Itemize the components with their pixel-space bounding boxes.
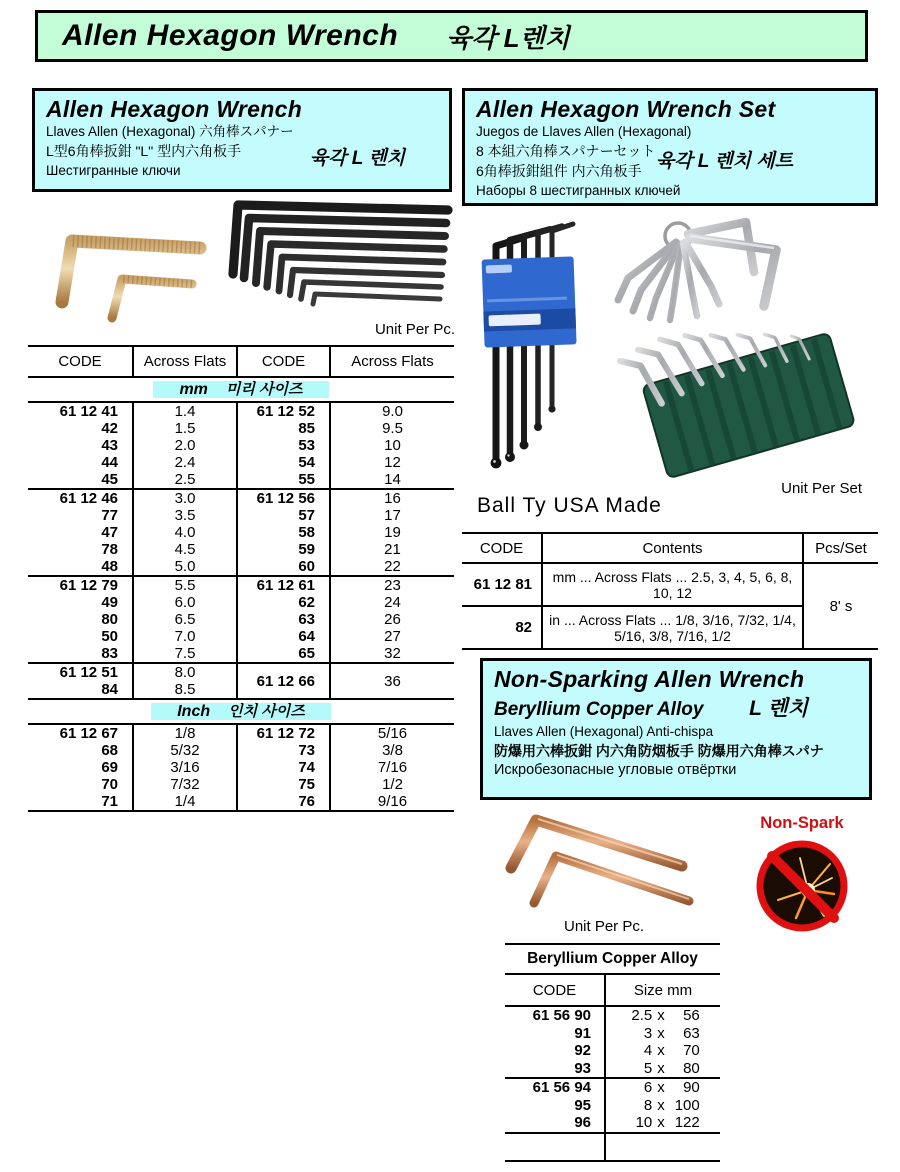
table-row — [28, 541, 454, 558]
table-spacer — [505, 1133, 720, 1161]
band-label-mm-ko: 미리 사이즈 — [225, 381, 303, 398]
no-spark-icon — [740, 836, 864, 936]
table-cell: 58 — [237, 524, 330, 541]
table-cell: 57 — [237, 507, 330, 524]
table-row — [28, 759, 454, 776]
table-row — [505, 1078, 720, 1097]
table-cell: 61 12 66 — [237, 663, 330, 699]
pouch-set — [618, 294, 855, 478]
table-cell: 10 x 122 — [605, 1114, 720, 1133]
table-cell: 50 — [101, 628, 118, 645]
table-cell: 19 — [330, 524, 454, 541]
table-cell: 85 — [237, 420, 330, 437]
pcs-per-set-cell: 8' s — [803, 563, 878, 649]
table-group — [505, 1078, 720, 1133]
table-cell: 74 — [237, 759, 330, 776]
table-cell: 61 12 52 — [237, 402, 330, 420]
table-cell: 61 12 51 — [59, 664, 118, 681]
table-cell: 3 x 63 — [605, 1025, 720, 1043]
table-cell: 96 — [574, 1114, 591, 1131]
section-subtitle-ru: Наборы 8 шестигранных ключей — [476, 183, 681, 198]
table-cell: 54 — [237, 454, 330, 471]
beryllium-alloy-table — [505, 943, 720, 1162]
table-header — [505, 944, 720, 1006]
table-cell: 21 — [330, 541, 454, 558]
table-cell: 61 56 90 — [532, 1007, 591, 1024]
ball-type-note: Ball Ty USA Made — [477, 494, 662, 517]
table-cell: 5.5 — [133, 576, 237, 594]
table-cell: 80 — [101, 611, 118, 628]
table-row — [28, 645, 454, 663]
section-title: Allen Hexagon Wrench Set — [476, 96, 776, 122]
table-cell: 7/16 — [330, 759, 454, 776]
code-cell: 82 — [462, 606, 542, 649]
table-cell: 75 — [237, 776, 330, 793]
table-cell: 70 — [101, 776, 118, 793]
code-cell: 61 12 81 — [473, 576, 532, 593]
section-header-non-sparking — [480, 658, 872, 800]
section-subtitle-ja: 8 本組六角棒スパナーセット — [476, 143, 656, 159]
table-cell: 4.5 — [133, 541, 237, 558]
table-cell: 9/16 — [330, 793, 454, 811]
section-subtitle-cn: L型6角棒扳鉗 "L" 型内六角板手 — [46, 143, 242, 159]
table-row — [505, 1042, 720, 1060]
table-row — [28, 524, 454, 541]
table-cell: 1/4 — [133, 793, 237, 811]
table-cell: 65 — [237, 645, 330, 663]
table-cell: 60 — [237, 558, 330, 576]
black-wrench-set-photo — [226, 196, 454, 338]
table-group — [28, 489, 454, 576]
table-cell: 2.4 — [133, 454, 237, 471]
table-cell: 61 12 61 — [237, 576, 330, 594]
section-subtitle-alloy: Beryllium Copper Alloy — [494, 699, 704, 720]
table-row — [28, 471, 454, 489]
contents-cell: in ... Across Flats ... 1/8, 3/16, 7/32, 1/4, 5/16, 3/8, 7/16, 1/2 — [542, 606, 803, 649]
table-group — [505, 1006, 720, 1078]
table-cell: 95 — [574, 1096, 591, 1114]
table-cell: 3/8 — [330, 742, 454, 759]
band-label-mm: mm — [179, 381, 208, 398]
page-title-korean: 육각 L렌치 — [446, 22, 570, 53]
section-header-allen-wrench-set — [462, 88, 878, 206]
table-cell: 1.5 — [133, 420, 237, 437]
table-cell: 83 — [101, 645, 118, 662]
table-cell: 55 — [237, 471, 330, 489]
table-row — [28, 742, 454, 759]
table-cell: 26 — [330, 611, 454, 628]
unit-per-set-label: Unit Per Set — [781, 480, 862, 497]
copper-wrenches-photo — [494, 810, 712, 918]
table-cell: 48 — [101, 558, 118, 575]
table-row — [28, 437, 454, 454]
table-cell: 2.5 — [133, 471, 237, 489]
table-cell: 3.0 — [133, 489, 237, 507]
table-cell: 62 — [237, 594, 330, 611]
table-cell: 43 — [101, 437, 118, 454]
table-row — [28, 489, 454, 507]
section-subtitle-es: Juegos de Llaves Allen (Hexagonal) — [476, 124, 692, 139]
table-cell: 16 — [330, 489, 454, 507]
col-header-size-mm: Size mm — [605, 974, 720, 1006]
section-subtitle-ru: Искробезопасные угловые отвёртки — [494, 762, 737, 778]
table-cell: 5/16 — [330, 724, 454, 742]
table-cell: 4.0 — [133, 524, 237, 541]
section-title: Non-Sparking Allen Wrench — [494, 666, 805, 692]
unit-per-pc-label-left: Unit Per Pc. — [374, 321, 455, 338]
table-cell: 23 — [330, 576, 454, 594]
table-header — [462, 533, 878, 563]
table-cell: 32 — [330, 645, 454, 663]
table-cell: 14 — [330, 471, 454, 489]
table-cell: 59 — [237, 541, 330, 558]
page-title-banner — [35, 10, 868, 62]
table-row — [28, 793, 454, 811]
table-cell: 92 — [574, 1042, 591, 1059]
col-header-code: CODE — [462, 533, 542, 563]
table-cell: 9.5 — [330, 420, 454, 437]
table-group — [28, 724, 454, 811]
table-cell: 53 — [237, 437, 330, 454]
col-header-pcs-set: Pcs/Set — [803, 533, 878, 563]
table-cell: 77 — [101, 507, 118, 524]
table-cell: 63 — [237, 611, 330, 628]
table-row — [462, 563, 878, 606]
table-cell: 8.0 — [133, 663, 237, 681]
table-cell: 3.5 — [133, 507, 237, 524]
table-row — [28, 558, 454, 576]
inch-size-band — [28, 699, 454, 724]
col-header-contents: Contents — [542, 533, 803, 563]
col-header-code: CODE — [237, 346, 330, 377]
section-subtitle-ko: 육각 L 렌치 세트 — [655, 151, 793, 172]
table-cell: 78 — [101, 541, 118, 558]
section-header-allen-wrench — [32, 88, 452, 192]
unit-per-pc-label-nonspark: Unit Per Pc. — [563, 918, 645, 935]
table-cell: 27 — [330, 628, 454, 645]
band-label-inch: Inch — [177, 703, 211, 720]
table-row — [505, 1025, 720, 1043]
table-cell: 61 12 79 — [59, 577, 118, 594]
table-row — [505, 1060, 720, 1079]
band-label-inch-ko: 인치 사이즈 — [228, 703, 305, 720]
table-cell: 1/2 — [330, 776, 454, 793]
table-group — [28, 402, 454, 489]
table-cell: 5 x 80 — [605, 1060, 720, 1079]
table-row — [505, 1097, 720, 1115]
section-subtitle-cn: 6角棒扳鉗組件 内六角板手 — [476, 163, 642, 179]
table-row — [28, 628, 454, 645]
table-cell: 4 x 70 — [605, 1042, 720, 1060]
table-row — [28, 420, 454, 437]
table-cell: 9.0 — [330, 402, 454, 420]
table-cell: 61 12 67 — [59, 725, 118, 742]
section-subtitle-ru: Шестигранные ключи — [46, 163, 181, 178]
mm-size-band — [28, 377, 454, 402]
table-cell: 1.4 — [133, 402, 237, 420]
table-cell: 76 — [237, 793, 330, 811]
brass-wrenches-photo — [42, 226, 207, 324]
wrench-set-table — [462, 532, 878, 650]
table-title: Beryllium Copper Alloy — [505, 944, 720, 974]
table-cell: 45 — [101, 471, 118, 488]
table-cell: 61 56 94 — [532, 1079, 591, 1096]
table-cell: 8 x 100 — [605, 1097, 720, 1115]
table-cell: 42 — [101, 420, 118, 437]
table-cell: 8.5 — [133, 681, 237, 699]
table-group — [28, 576, 454, 663]
section-subtitle-cn: 防爆用六棒扳鉗 内六角防烟板手 防爆用六角棒スパナ — [494, 743, 824, 759]
table-row — [28, 402, 454, 420]
section-subtitle-ko: L 렌치 — [749, 697, 808, 720]
table-cell: 6.5 — [133, 611, 237, 628]
table-cell: 6 x 90 — [605, 1078, 720, 1097]
table-cell: 73 — [237, 742, 330, 759]
section-subtitle-es: Llaves Allen (Hexagonal) Anti-chispa — [494, 724, 714, 739]
table-cell: 61 12 72 — [237, 724, 330, 742]
table-header — [28, 346, 454, 377]
table-row — [28, 663, 454, 681]
table-cell: 64 — [237, 628, 330, 645]
table-cell: 61 12 41 — [59, 403, 118, 420]
table-cell: 2.0 — [133, 437, 237, 454]
table-row — [28, 576, 454, 594]
section-subtitle-ko: 육각 L 렌치 — [309, 148, 405, 169]
table-cell: 24 — [330, 594, 454, 611]
table-row — [28, 454, 454, 471]
section-subtitle-es-ja: Llaves Allen (Hexagonal) 六角棒スパナー — [46, 124, 294, 139]
table-cell: 5/32 — [133, 742, 237, 759]
table-cell: 12 — [330, 454, 454, 471]
allen-wrench-code-table — [28, 345, 454, 812]
table-row — [28, 507, 454, 524]
col-header-across-flats: Across Flats — [133, 346, 237, 377]
table-cell: 36 — [330, 663, 454, 699]
table-cell: 1/8 — [133, 724, 237, 742]
non-spark-label: Non-Spark — [760, 814, 844, 832]
table-cell: 61 12 46 — [59, 490, 118, 507]
contents-cell: mm ... Across Flats ... 2.5, 3, 4, 5, 6, 8, 10, 12 — [542, 563, 803, 606]
table-cell: 3/16 — [133, 759, 237, 776]
table-row — [28, 724, 454, 742]
table-cell: 2.5 x 56 — [605, 1006, 720, 1025]
col-header-across-flats: Across Flats — [330, 346, 454, 377]
table-row — [28, 594, 454, 611]
table-cell: 91 — [574, 1024, 591, 1042]
table-cell: 10 — [330, 437, 454, 454]
table-cell: 7/32 — [133, 776, 237, 793]
section-title: Allen Hexagon Wrench — [46, 96, 303, 122]
table-cell: 22 — [330, 558, 454, 576]
table-row — [505, 1114, 720, 1133]
ball-end-set — [482, 224, 577, 468]
table-cell: 44 — [101, 454, 118, 471]
table-cell: 7.5 — [133, 645, 237, 663]
table-cell: 5.0 — [133, 558, 237, 576]
table-cell: 93 — [574, 1059, 591, 1077]
page-title: Allen Hexagon Wrench — [62, 19, 399, 52]
table-group — [28, 663, 454, 699]
ring-set — [618, 222, 776, 320]
table-cell: 84 — [101, 681, 118, 698]
table-cell: 68 — [101, 742, 118, 759]
table-cell: 61 12 56 — [237, 489, 330, 507]
table-cell: 49 — [101, 594, 118, 611]
col-header-code: CODE — [28, 346, 133, 377]
table-cell: 71 — [101, 793, 118, 810]
table-row — [28, 776, 454, 793]
table-cell: 17 — [330, 507, 454, 524]
wrench-set-photos — [478, 210, 876, 478]
table-row — [28, 611, 454, 628]
table-row — [505, 1006, 720, 1025]
table-cell: 6.0 — [133, 594, 237, 611]
col-header-code: CODE — [505, 974, 605, 1006]
table-cell: 69 — [101, 759, 118, 776]
table-cell: 7.0 — [133, 628, 237, 645]
table-cell: 47 — [101, 524, 118, 541]
